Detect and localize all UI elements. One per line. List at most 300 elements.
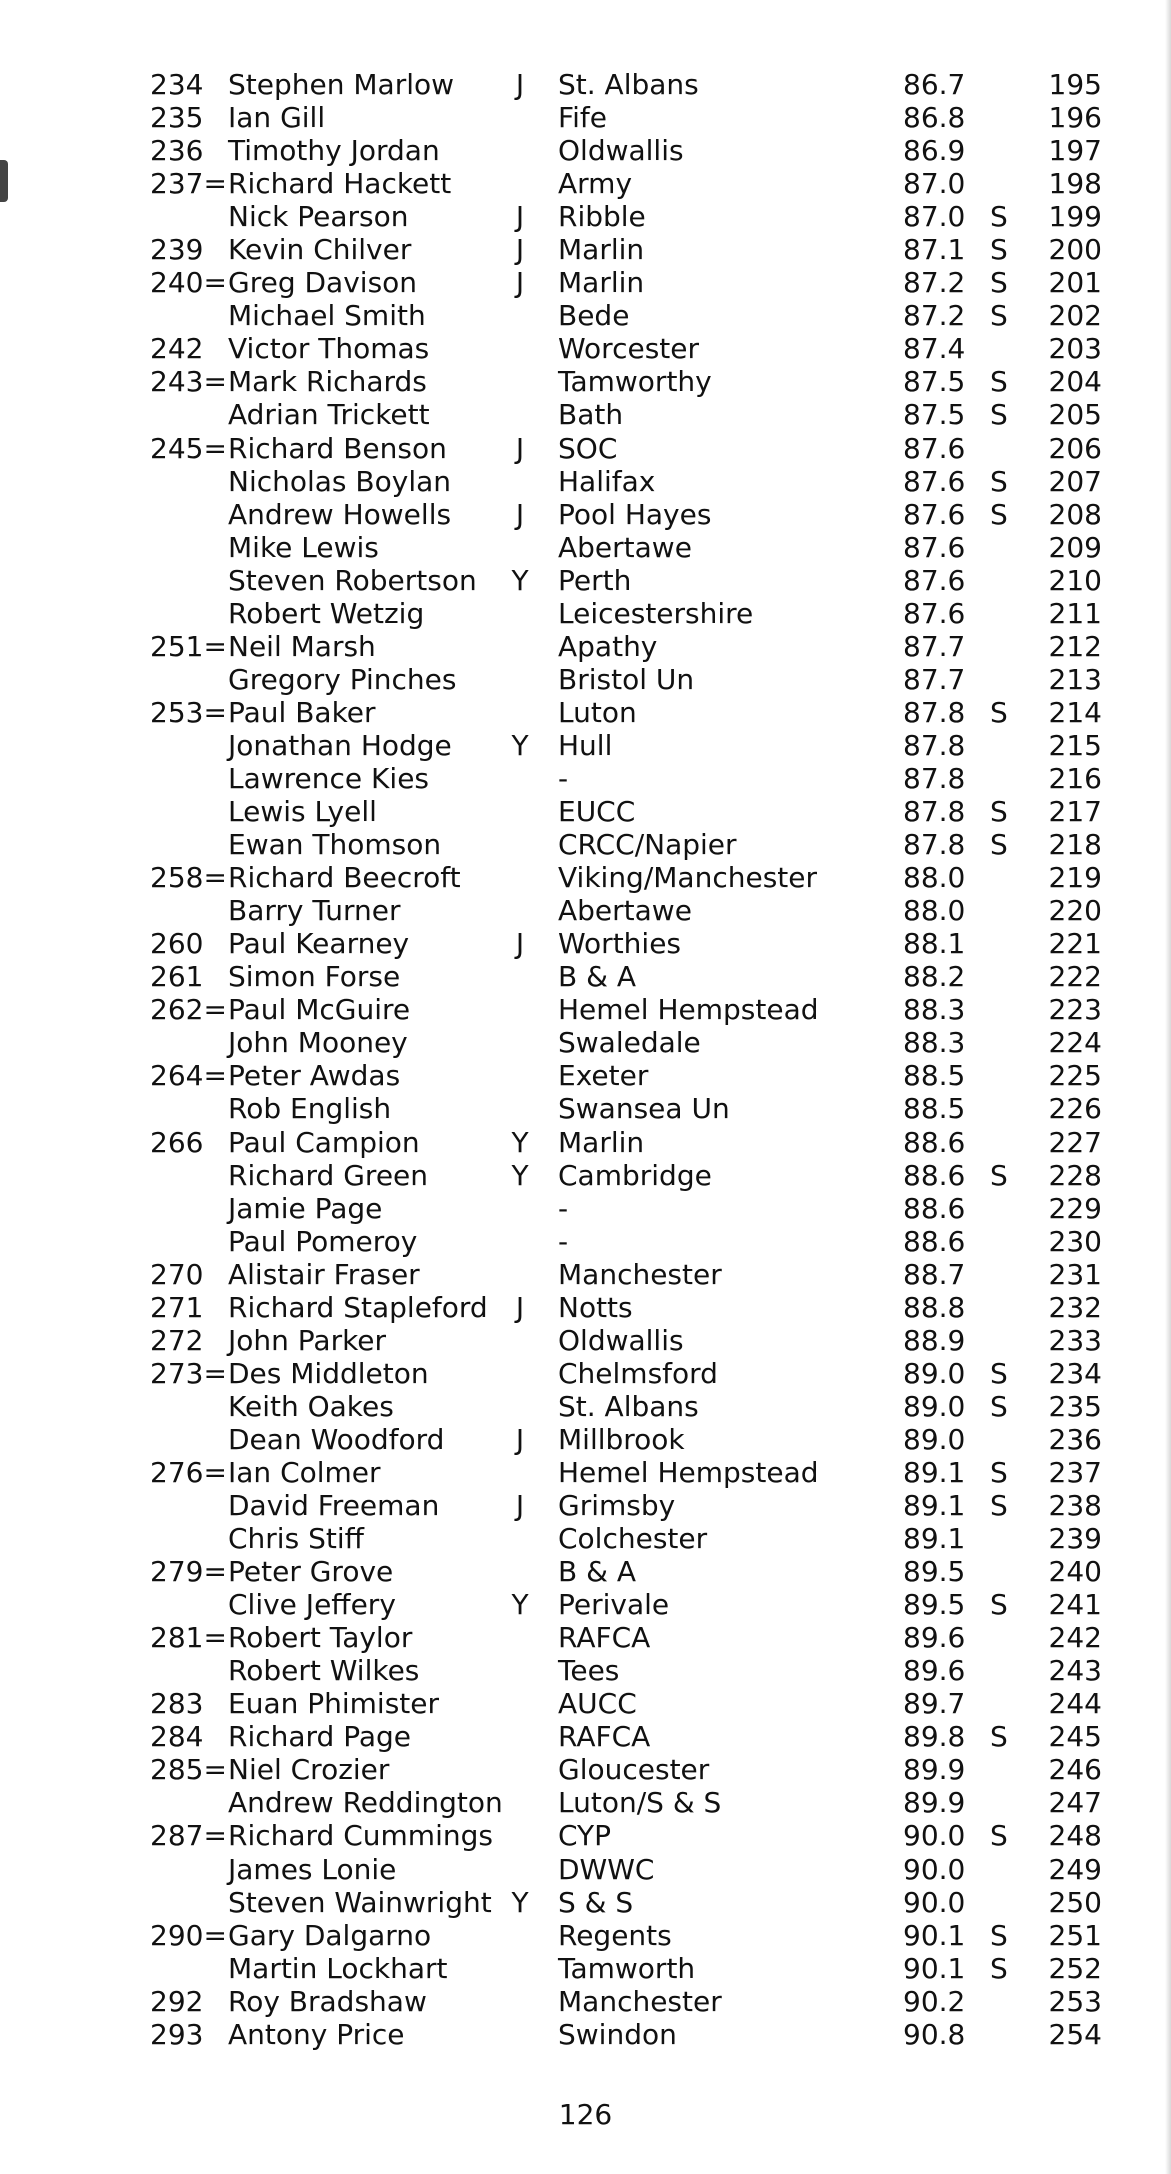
club-cell: - — [558, 761, 569, 795]
table-row — [150, 134, 1100, 167]
position-cell: 262= — [150, 993, 227, 1027]
club-cell: Bristol Un — [558, 662, 695, 696]
table-row — [150, 1489, 1100, 1522]
time-cell: 90.8 — [903, 2017, 966, 2051]
table-row — [150, 266, 1100, 299]
category-cell: Y — [511, 563, 529, 597]
club-cell: Swindon — [558, 2017, 677, 2051]
table-row — [150, 630, 1100, 663]
time-cell: 89.5 — [903, 1555, 966, 1589]
category-cell: J — [515, 1290, 525, 1324]
time-cell: 87.6 — [903, 530, 966, 564]
time-cell: 87.4 — [903, 332, 966, 366]
time-cell: 90.0 — [903, 1885, 966, 1919]
table-row — [150, 1819, 1100, 1852]
rank-cell: 241 — [1048, 1588, 1102, 1622]
competitor-name-cell: Ian Gill — [228, 101, 326, 135]
club-cell: Halifax — [558, 464, 656, 498]
table-row — [150, 365, 1100, 398]
competitor-name-cell: Timothy Jordan — [228, 134, 440, 168]
time-cell: 87.8 — [903, 728, 966, 762]
time-cell: 87.8 — [903, 828, 966, 862]
table-row — [150, 233, 1100, 266]
club-cell: B & A — [558, 1555, 636, 1589]
rank-cell: 234 — [1048, 1356, 1102, 1390]
club-cell: Swaledale — [558, 1026, 701, 1060]
table-row — [150, 1258, 1100, 1291]
club-cell: Hemel Hempstead — [558, 993, 819, 1027]
position-cell: 253= — [150, 695, 227, 729]
flag-cell: S — [990, 1455, 1008, 1489]
time-cell: 87.6 — [903, 596, 966, 630]
rank-cell: 244 — [1048, 1687, 1102, 1721]
time-cell: 87.8 — [903, 795, 966, 829]
rank-cell: 205 — [1048, 398, 1102, 432]
competitor-name-cell: Niel Crozier — [228, 1753, 390, 1787]
table-row — [150, 729, 1100, 762]
time-cell: 87.8 — [903, 695, 966, 729]
time-cell: 87.2 — [903, 266, 966, 300]
flag-cell: S — [990, 1951, 1008, 1985]
time-cell: 87.1 — [903, 233, 966, 267]
competitor-name-cell: Richard Stapleford — [228, 1290, 488, 1324]
club-cell: Abertawe — [558, 530, 692, 564]
table-row — [150, 1324, 1100, 1357]
table-row — [150, 1621, 1100, 1654]
time-cell: 87.0 — [903, 200, 966, 234]
competitor-name-cell: Euan Phimister — [228, 1687, 440, 1721]
club-cell: Bath — [558, 398, 624, 432]
club-cell: Perth — [558, 563, 632, 597]
time-cell: 88.9 — [903, 1323, 966, 1357]
flag-cell: S — [990, 1720, 1008, 1754]
rank-cell: 231 — [1048, 1257, 1102, 1291]
club-cell: Worcester — [558, 332, 699, 366]
rank-cell: 243 — [1048, 1654, 1102, 1688]
category-cell: Y — [511, 1125, 529, 1159]
competitor-name-cell: Mark Richards — [228, 365, 427, 399]
club-cell: Hull — [558, 728, 613, 762]
table-row — [150, 332, 1100, 365]
time-cell: 87.0 — [903, 167, 966, 201]
position-cell: 239 — [150, 233, 204, 267]
table-row — [150, 828, 1100, 861]
time-cell: 89.7 — [903, 1687, 966, 1721]
competitor-name-cell: Alistair Fraser — [228, 1257, 420, 1291]
rank-cell: 223 — [1048, 993, 1102, 1027]
table-row — [150, 1919, 1100, 1952]
position-cell: 237= — [150, 167, 227, 201]
club-cell: St. Albans — [558, 68, 699, 101]
table-row — [150, 1555, 1100, 1588]
rank-cell: 250 — [1048, 1885, 1102, 1919]
competitor-name-cell: Greg Davison — [228, 266, 418, 300]
rank-cell: 239 — [1048, 1522, 1102, 1556]
competitor-name-cell: John Mooney — [228, 1026, 408, 1060]
competitor-name-cell: Simon Forse — [228, 960, 401, 994]
time-cell: 88.6 — [903, 1191, 966, 1225]
time-cell: 87.5 — [903, 365, 966, 399]
position-cell: 261 — [150, 960, 204, 994]
club-cell: DWWC — [558, 1852, 655, 1886]
competitor-name-cell: Richard Cummings — [228, 1819, 493, 1853]
competitor-name-cell: Antony Price — [228, 2017, 405, 2051]
position-cell: 236 — [150, 134, 204, 168]
time-cell: 90.1 — [903, 1951, 966, 1985]
competitor-name-cell: Richard Green — [228, 1158, 429, 1192]
competitor-name-cell: Gregory Pinches — [228, 662, 457, 696]
competitor-name-cell: Gary Dalgarno — [228, 1918, 432, 1952]
competitor-name-cell: Paul Campion — [228, 1125, 420, 1159]
club-cell: Ribble — [558, 200, 646, 234]
club-cell: - — [558, 1224, 569, 1258]
position-cell: 235 — [150, 101, 204, 135]
competitor-name-cell: Andrew Howells — [228, 497, 452, 531]
table-row — [150, 1522, 1100, 1555]
rank-cell: 252 — [1048, 1951, 1102, 1985]
rank-cell: 215 — [1048, 728, 1102, 762]
competitor-name-cell: Victor Thomas — [228, 332, 430, 366]
time-cell: 88.3 — [903, 993, 966, 1027]
flag-cell: S — [990, 828, 1008, 862]
table-row — [150, 1456, 1100, 1489]
flag-cell: S — [990, 464, 1008, 498]
club-cell: Worthies — [558, 927, 682, 961]
table-row — [150, 1159, 1100, 1192]
competitor-name-cell: Lawrence Kies — [228, 761, 430, 795]
rank-cell: 236 — [1048, 1422, 1102, 1456]
table-row — [150, 1291, 1100, 1324]
club-cell: Pool Hayes — [558, 497, 712, 531]
competitor-name-cell: Robert Wetzig — [228, 596, 425, 630]
table-row — [150, 1357, 1100, 1390]
category-cell: J — [515, 927, 525, 961]
rank-cell: 208 — [1048, 497, 1102, 531]
club-cell: AUCC — [558, 1687, 637, 1721]
category-cell: J — [515, 233, 525, 267]
club-cell: Cambridge — [558, 1158, 712, 1192]
flag-cell: S — [990, 365, 1008, 399]
rank-cell: 229 — [1048, 1191, 1102, 1225]
time-cell: 88.5 — [903, 1092, 966, 1126]
flag-cell: S — [990, 1356, 1008, 1390]
table-row — [150, 1126, 1100, 1159]
competitor-name-cell: Paul Pomeroy — [228, 1224, 418, 1258]
club-cell: CRCC/Napier — [558, 828, 737, 862]
rank-cell: 221 — [1048, 927, 1102, 961]
competitor-name-cell: Roy Bradshaw — [228, 1984, 427, 2018]
time-cell: 87.8 — [903, 761, 966, 795]
table-row — [150, 398, 1100, 431]
rank-cell: 235 — [1048, 1389, 1102, 1423]
club-cell: Perivale — [558, 1588, 670, 1622]
rank-cell: 204 — [1048, 365, 1102, 399]
time-cell: 88.1 — [903, 927, 966, 961]
table-row — [150, 1654, 1100, 1687]
flag-cell: S — [990, 200, 1008, 234]
club-cell: Millbrook — [558, 1422, 685, 1456]
time-cell: 89.1 — [903, 1489, 966, 1523]
rank-cell: 207 — [1048, 464, 1102, 498]
table-row — [150, 1390, 1100, 1423]
position-cell: 245= — [150, 431, 227, 465]
position-cell: 271 — [150, 1290, 204, 1324]
club-cell: Oldwallis — [558, 134, 684, 168]
rank-cell: 210 — [1048, 563, 1102, 597]
club-cell: Oldwallis — [558, 1323, 684, 1357]
competitor-name-cell: Richard Benson — [228, 431, 447, 465]
time-cell: 89.0 — [903, 1356, 966, 1390]
rank-cell: 253 — [1048, 1984, 1102, 2018]
competitor-name-cell: Paul McGuire — [228, 993, 411, 1027]
table-row — [150, 1059, 1100, 1092]
competitor-name-cell: Robert Taylor — [228, 1621, 413, 1655]
table-row — [150, 1192, 1100, 1225]
rank-cell: 246 — [1048, 1753, 1102, 1787]
table-row — [150, 597, 1100, 630]
table-row — [150, 1588, 1100, 1621]
table-row — [150, 1092, 1100, 1125]
flag-cell: S — [990, 266, 1008, 300]
time-cell: 87.6 — [903, 563, 966, 597]
competitor-name-cell: Neil Marsh — [228, 629, 376, 663]
rank-cell: 195 — [1048, 68, 1102, 101]
club-cell: Luton/S & S — [558, 1786, 722, 1820]
competitor-name-cell: Kevin Chilver — [228, 233, 412, 267]
table-row — [150, 1753, 1100, 1786]
table-row — [150, 663, 1100, 696]
club-cell: Viking/Manchester — [558, 861, 817, 895]
rank-cell: 200 — [1048, 233, 1102, 267]
competitor-name-cell: Ewan Thomson — [228, 828, 442, 862]
rank-cell: 197 — [1048, 134, 1102, 168]
competitor-name-cell: Mike Lewis — [228, 530, 379, 564]
club-cell: Notts — [558, 1290, 633, 1324]
rank-cell: 247 — [1048, 1786, 1102, 1820]
category-cell: J — [515, 1422, 525, 1456]
rank-cell: 233 — [1048, 1323, 1102, 1357]
table-row — [150, 101, 1100, 134]
rank-cell: 211 — [1048, 596, 1102, 630]
club-cell: Regents — [558, 1918, 672, 1952]
time-cell: 87.6 — [903, 431, 966, 465]
table-row — [150, 68, 1100, 101]
club-cell: SOC — [558, 431, 618, 465]
competitor-name-cell: Rob English — [228, 1092, 392, 1126]
time-cell: 89.1 — [903, 1455, 966, 1489]
club-cell: Tees — [558, 1654, 620, 1688]
time-cell: 90.1 — [903, 1918, 966, 1952]
rank-cell: 220 — [1048, 894, 1102, 928]
flag-cell: S — [990, 795, 1008, 829]
club-cell: Bede — [558, 299, 630, 333]
time-cell: 89.6 — [903, 1621, 966, 1655]
rank-cell: 214 — [1048, 695, 1102, 729]
category-cell: Y — [511, 1588, 529, 1622]
competitor-name-cell: Richard Beecroft — [228, 861, 461, 895]
position-cell: 234 — [150, 68, 204, 101]
time-cell: 88.0 — [903, 894, 966, 928]
rank-cell: 202 — [1048, 299, 1102, 333]
club-cell: Marlin — [558, 266, 645, 300]
time-cell: 89.0 — [903, 1422, 966, 1456]
rank-cell: 237 — [1048, 1455, 1102, 1489]
table-row — [150, 498, 1100, 531]
category-cell: J — [515, 68, 525, 101]
club-cell: St. Albans — [558, 1389, 699, 1423]
time-cell: 89.8 — [903, 1720, 966, 1754]
competitor-name-cell: Lewis Lyell — [228, 795, 377, 829]
club-cell: RAFCA — [558, 1720, 651, 1754]
rank-cell: 216 — [1048, 761, 1102, 795]
club-cell: Fife — [558, 101, 607, 135]
time-cell: 90.0 — [903, 1819, 966, 1853]
table-row — [150, 1985, 1100, 2018]
time-cell: 87.7 — [903, 629, 966, 663]
page-edge-mark — [0, 160, 8, 202]
competitor-name-cell: Andrew Reddington — [228, 1786, 503, 1820]
club-cell: Marlin — [558, 1125, 645, 1159]
time-cell: 88.6 — [903, 1224, 966, 1258]
competitor-name-cell: Michael Smith — [228, 299, 426, 333]
competitor-name-cell: Richard Page — [228, 1720, 412, 1754]
competitor-name-cell: David Freeman — [228, 1489, 440, 1523]
time-cell: 89.9 — [903, 1753, 966, 1787]
time-cell: 89.6 — [903, 1654, 966, 1688]
time-cell: 88.6 — [903, 1125, 966, 1159]
club-cell: Leicestershire — [558, 596, 754, 630]
time-cell: 89.0 — [903, 1389, 966, 1423]
club-cell: B & A — [558, 960, 636, 994]
competitor-name-cell: James Lonie — [228, 1852, 397, 1886]
club-cell: EUCC — [558, 795, 636, 829]
table-row — [150, 1687, 1100, 1720]
table-row — [150, 432, 1100, 465]
rank-cell: 196 — [1048, 101, 1102, 135]
position-cell: 251= — [150, 629, 227, 663]
time-cell: 88.0 — [903, 861, 966, 895]
category-cell: J — [515, 200, 525, 234]
position-cell: 240= — [150, 266, 227, 300]
time-cell: 87.6 — [903, 464, 966, 498]
club-cell: - — [558, 1191, 569, 1225]
time-cell: 89.5 — [903, 1588, 966, 1622]
competitor-name-cell: Stephen Marlow — [228, 68, 455, 101]
position-cell: 258= — [150, 861, 227, 895]
club-cell: Hemel Hempstead — [558, 1455, 819, 1489]
position-cell: 272 — [150, 1323, 204, 1357]
club-cell: Luton — [558, 695, 637, 729]
rank-cell: 224 — [1048, 1026, 1102, 1060]
table-row — [150, 927, 1100, 960]
competitor-name-cell: Clive Jeffery — [228, 1588, 396, 1622]
table-row — [150, 200, 1100, 233]
position-cell: 287= — [150, 1819, 227, 1853]
rank-cell: 249 — [1048, 1852, 1102, 1886]
table-row — [150, 894, 1100, 927]
time-cell: 89.9 — [903, 1786, 966, 1820]
category-cell: Y — [511, 728, 529, 762]
rank-cell: 226 — [1048, 1092, 1102, 1126]
rank-cell: 245 — [1048, 1720, 1102, 1754]
club-cell: Colchester — [558, 1522, 708, 1556]
club-cell: Grimsby — [558, 1489, 676, 1523]
position-cell: 264= — [150, 1059, 227, 1093]
rank-cell: 251 — [1048, 1918, 1102, 1952]
rank-cell: 242 — [1048, 1621, 1102, 1655]
table-row — [150, 2018, 1100, 2051]
competitor-name-cell: Keith Oakes — [228, 1389, 394, 1423]
category-cell: J — [515, 1489, 525, 1523]
category-cell: J — [515, 266, 525, 300]
competitor-name-cell: Steven Wainwright — [228, 1885, 492, 1919]
table-row — [150, 564, 1100, 597]
time-cell: 90.0 — [903, 1852, 966, 1886]
competitor-name-cell: Adrian Trickett — [228, 398, 430, 432]
rank-cell: 227 — [1048, 1125, 1102, 1159]
position-cell: 243= — [150, 365, 227, 399]
table-row — [150, 1225, 1100, 1258]
rank-cell: 209 — [1048, 530, 1102, 564]
table-row — [150, 1423, 1100, 1456]
competitor-name-cell: Peter Grove — [228, 1555, 394, 1589]
time-cell: 86.9 — [903, 134, 966, 168]
flag-cell: S — [990, 1588, 1008, 1622]
table-row — [150, 1952, 1100, 1985]
time-cell: 88.8 — [903, 1290, 966, 1324]
time-cell: 88.2 — [903, 960, 966, 994]
table-row — [150, 1786, 1100, 1819]
competitor-name-cell: Peter Awdas — [228, 1059, 401, 1093]
flag-cell: S — [990, 398, 1008, 432]
table-row — [150, 299, 1100, 332]
page-number: 126 — [558, 2098, 613, 2131]
table-row — [150, 167, 1100, 200]
club-cell: Exeter — [558, 1059, 649, 1093]
position-cell: 260 — [150, 927, 204, 961]
competitor-name-cell: Dean Woodford — [228, 1422, 445, 1456]
rank-cell: 203 — [1048, 332, 1102, 366]
table-row — [150, 993, 1100, 1026]
category-cell: J — [515, 497, 525, 531]
position-cell: 292 — [150, 1984, 204, 2018]
flag-cell: S — [990, 299, 1008, 333]
table-row — [150, 1026, 1100, 1059]
table-row — [150, 465, 1100, 498]
competitor-name-cell: Martin Lockhart — [228, 1951, 448, 1985]
time-cell: 88.5 — [903, 1059, 966, 1093]
position-cell: 266 — [150, 1125, 204, 1159]
page-edge-shadow — [1165, 0, 1171, 2174]
competitor-name-cell: Paul Kearney — [228, 927, 410, 961]
position-cell: 279= — [150, 1555, 227, 1589]
rank-cell: 213 — [1048, 662, 1102, 696]
rank-cell: 219 — [1048, 861, 1102, 895]
rank-cell: 248 — [1048, 1819, 1102, 1853]
rank-cell: 232 — [1048, 1290, 1102, 1324]
competitor-name-cell: Des Middleton — [228, 1356, 429, 1390]
rank-cell: 198 — [1048, 167, 1102, 201]
competitor-name-cell: Jonathan Hodge — [228, 728, 452, 762]
rank-cell: 238 — [1048, 1489, 1102, 1523]
position-cell: 273= — [150, 1356, 227, 1390]
category-cell: Y — [511, 1885, 529, 1919]
club-cell: Chelmsford — [558, 1356, 718, 1390]
club-cell: Marlin — [558, 233, 645, 267]
rank-cell: 217 — [1048, 795, 1102, 829]
flag-cell: S — [990, 1389, 1008, 1423]
time-cell: 87.7 — [903, 662, 966, 696]
